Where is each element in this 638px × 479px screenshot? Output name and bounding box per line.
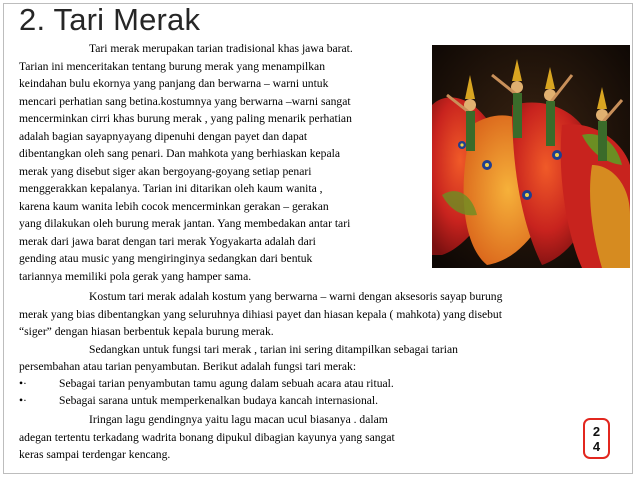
- text-line: merak yang bias dibentangkan yang seluruhnya dihiasi payet dan hiasan kepala ( mahkota) yang disebut: [19, 307, 502, 321]
- text-line: yang dilakukan oleh burung merak jantan. Yang membedakan antar tari: [19, 217, 351, 230]
- text-line: dibentangkan oleh sang penari. Dan mahkota yang berhiaskan kepala: [19, 147, 340, 160]
- text-line: mencerminkan cirri khas burung merak , yang paling menarik perhatian: [19, 112, 352, 125]
- page-number-digit: 2: [592, 423, 601, 439]
- text-line: keras sampai terdengar kencang.: [19, 448, 171, 461]
- text-line: gending atau music yang mengiringinya sedangkan dari bentuk: [19, 252, 313, 265]
- text-line: tariannya memiliki pola gerak yang hamper sama.: [19, 269, 252, 283]
- text-line: Iringan lagu gendingnya yaitu lagu macan ucul biasanya . dalam: [89, 413, 388, 426]
- text-line: karena kaum wanita lebih cocok mencerminkan gerakan – gerakan: [19, 199, 329, 213]
- text-line: mencari perhatian sang betina.kostumnya yang berwarna –warni sangat: [19, 94, 351, 108]
- text-line: persembahan atau tarian penyambutan. Berikut adalah fungsi tari merak:: [19, 360, 357, 373]
- text-line: menggerakkan kepalanya. Tarian ini ditarikan oleh kaum wanita ,: [19, 182, 323, 195]
- text-line: merak yang disebut siger akan bergoyang-goyang setiap penari: [19, 164, 312, 178]
- peacock-dancers-photo: [432, 45, 630, 268]
- text-line: merak dari jawa barat dengan tari merak Yogyakarta adalah dari: [19, 234, 316, 248]
- slide-title: 2. Tari Merak: [19, 2, 201, 37]
- paragraph-intro: [19, 40, 353, 285]
- bullet-marker: •·: [19, 394, 27, 407]
- list-item: [19, 375, 458, 392]
- bullet-text: Sebagai tarian penyambutan tamu agung dalam sebuah acara atau ritual.: [59, 377, 394, 390]
- text-line: adegan tertentu terkadang wadrita bonang dipukul dibagian kayunya yang sangat: [19, 430, 395, 444]
- text-line: Kostum tari merak adalah kostum yang berwarna – warni dengan aksesoris sayap burung: [89, 290, 503, 303]
- bullet-text: Sebagai sarana untuk memperkenalkan budaya kancah internasional.: [59, 394, 379, 407]
- bullet-marker: •·: [19, 377, 27, 390]
- list-item: [19, 392, 458, 409]
- page-number-digit: 4: [592, 438, 601, 454]
- text-line: Sedangkan untuk fungsi tari merak , tarian ini sering ditampilkan sebagai tarian: [89, 343, 458, 356]
- paragraph-music: [19, 411, 395, 464]
- page-number-badge: [583, 418, 610, 459]
- paragraph-costume: [19, 288, 502, 341]
- text-line: adalah bagian sayapnyayang dipenuhi dengan payet dan dapat: [19, 129, 308, 143]
- text-line: Tari merak merupakan tarian tradisional khas jawa barat.: [89, 42, 353, 55]
- text-line: “siger” dengan hiasan berbentuk kepala burung merak.: [19, 325, 274, 338]
- text-line: Tarian ini menceritakan tentang burung merak yang menampilkan: [19, 59, 325, 73]
- text-line: keindahan bulu ekornya yang panjang dan berwarna – warni untuk: [19, 77, 329, 90]
- paragraph-function: [19, 341, 458, 409]
